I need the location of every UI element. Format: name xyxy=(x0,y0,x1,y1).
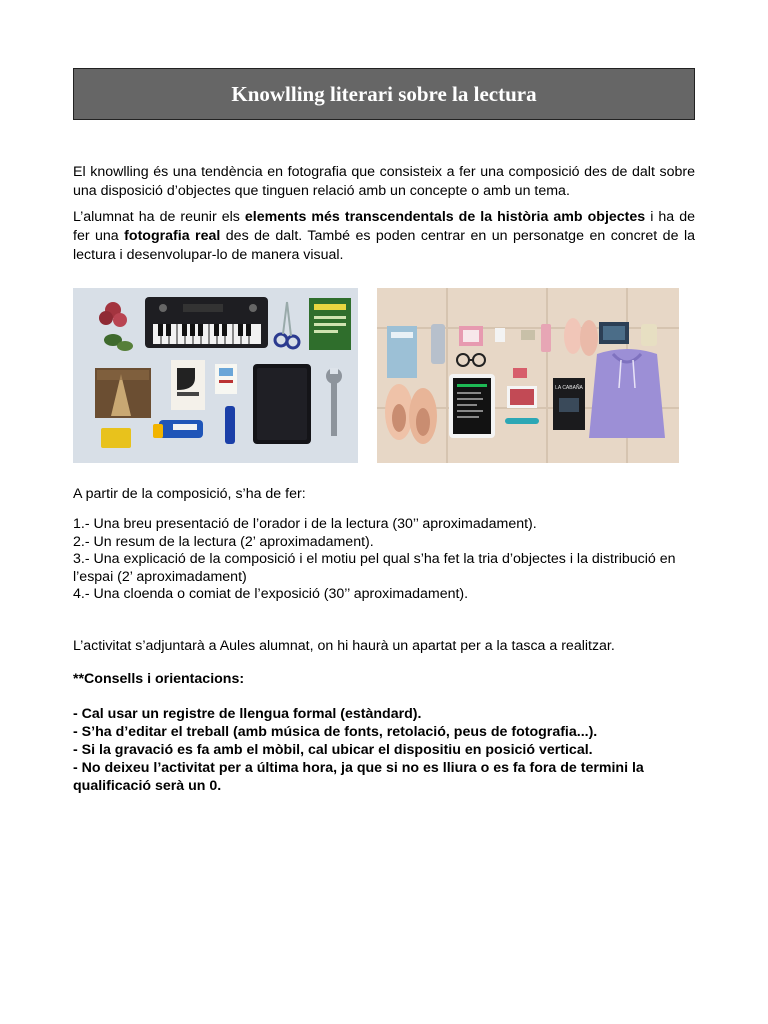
advice-list xyxy=(73,705,695,795)
advice-heading: **Consells i orientacions: xyxy=(73,670,245,687)
list-item: - Cal usar un registre de llengua formal (estàndard). xyxy=(73,705,422,722)
intro-bold-text: elements més transcendentals de la història amb objectes xyxy=(244,209,646,225)
list-item: 4.- Una cloenda o comiat de l’exposició (30’’ aproximadament). xyxy=(73,586,469,602)
intro-text: des de dalt. També es poden centrar en un personatge en concret de la lectura i desenvolupar-lo de manera visual. xyxy=(73,228,695,263)
knowlling-photo-floor xyxy=(377,288,679,463)
composition-intro: A partir de la composició, s’ha de fer: xyxy=(73,486,306,502)
list-item: 2.- Un resum de la lectura (2’ aproximadament). xyxy=(73,533,374,550)
list-item: 1.- Una breu presentació de l’orador i de la lectura (30’’ aproximadament). xyxy=(73,516,537,532)
photo-row xyxy=(73,288,695,463)
intro-paragraph-2 xyxy=(73,208,695,265)
list-item: - Si la gravació es fa amb el mòbil, cal ubicar el dispositiu en posició vertical. xyxy=(73,741,593,758)
title-banner xyxy=(73,68,695,120)
knowlling-photo-objects xyxy=(73,288,358,463)
list-item: - No deixeu l’activitat per a última hora, ja que si no es lliura o es fa fora de termini la qualificació serà un 0. xyxy=(73,759,644,794)
list-item: - S’ha d’editar el treball (amb música de fonts, retolació, peus de fotografia...). xyxy=(73,723,598,740)
page-title: Knowlling literari sobre la lectura xyxy=(231,81,537,106)
intro-text: i ha de fer una xyxy=(73,209,695,244)
photo-book-title: LA CABAÑA xyxy=(555,385,583,391)
aules-paragraph: L’activitat s’adjuntarà a Aules alumnat, on hi haurà un apartat per a la tasca a realitzar. xyxy=(73,637,615,654)
composition-steps xyxy=(73,516,695,604)
intro-bold-text: fotografia real xyxy=(124,228,221,244)
list-item: 3.- Una explicació de la composició i el motiu pel qual s’ha fet la tria d’objectes i la distribució en l’espai (2’ aproximadament) xyxy=(73,551,676,585)
intro-paragraph-1: El knowlling és una tendència en fotografia que consisteix a fer una composició des de dalt sobre una disposició d’objectes que tinguen relació amb un concepte o amb un tema. xyxy=(73,164,695,199)
intro-text: L’alumnat ha de reunir els xyxy=(73,209,245,225)
document-page xyxy=(73,68,695,795)
